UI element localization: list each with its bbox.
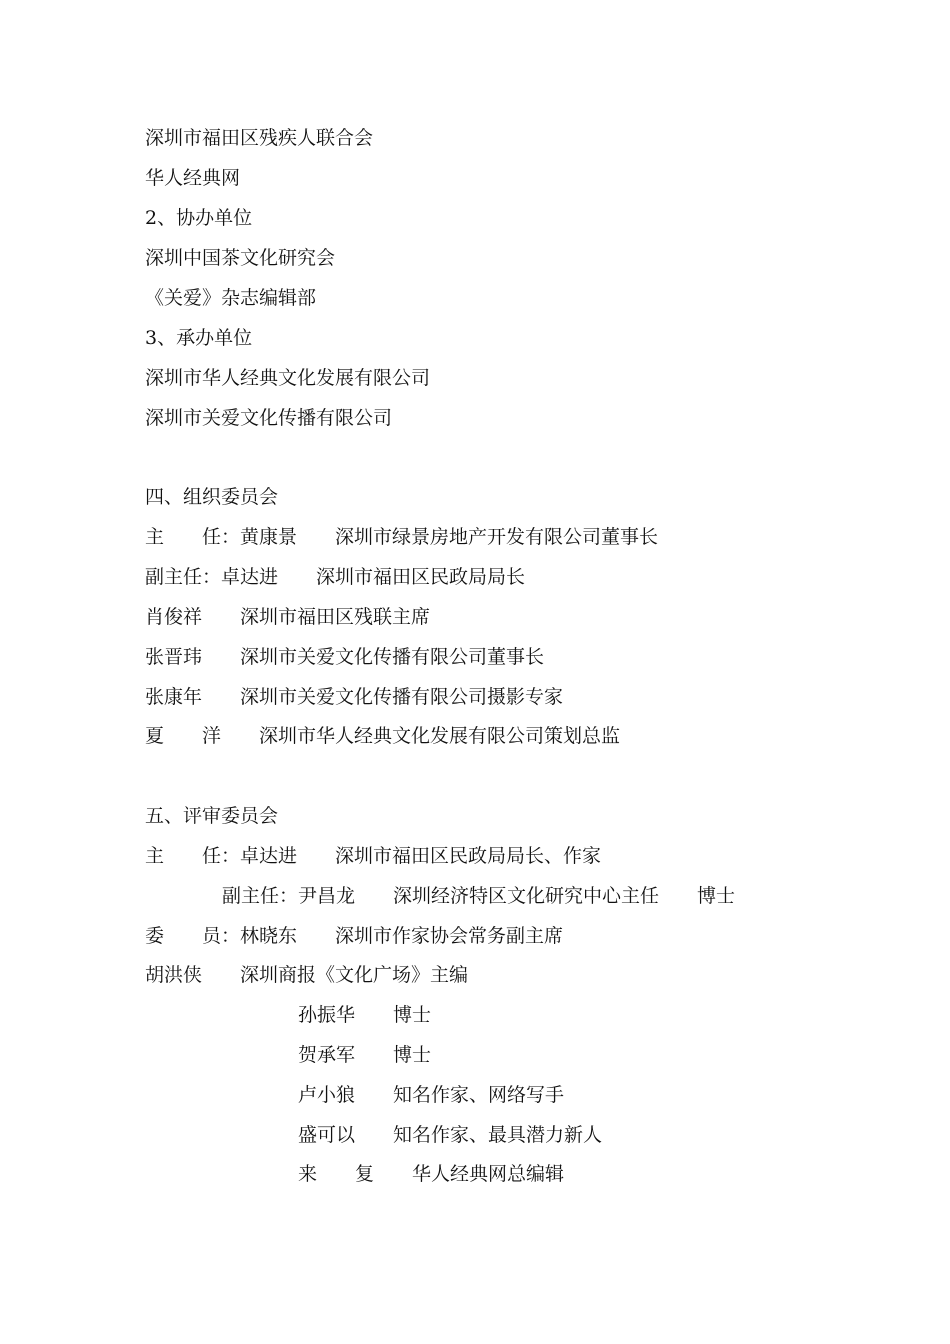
review-committee-chair: 主 任：卓达进 深圳市福田区民政局局长、作家 bbox=[145, 845, 602, 867]
organizing-committee-heading: 四、组织委员会 bbox=[145, 486, 279, 508]
review-committee-member: 孙振华 博士 bbox=[298, 1004, 432, 1026]
organizing-committee-member: 张晋玮 深圳市关爱文化传播有限公司董事长 bbox=[145, 646, 545, 668]
organizing-committee-member: 副主任：卓达进 深圳市福田区民政局局长 bbox=[145, 566, 526, 588]
review-committee-member: 盛可以 知名作家、最具潜力新人 bbox=[298, 1124, 603, 1146]
review-committee-member: 胡洪侠 深圳商报《文化广场》主编 bbox=[145, 964, 469, 986]
organizing-committee-member: 肖俊祥 深圳市福田区残联主席 bbox=[145, 606, 431, 628]
review-committee-heading: 五、评审委员会 bbox=[145, 805, 279, 827]
co-organizer-line: 深圳中国茶文化研究会 bbox=[145, 247, 336, 269]
review-committee-member: 来 复 华人经典网总编辑 bbox=[298, 1163, 565, 1185]
sponsor-line: 深圳市福田区残疾人联合会 bbox=[145, 127, 374, 149]
organizing-committee-member: 夏 洋 深圳市华人经典文化发展有限公司策划总监 bbox=[145, 725, 621, 747]
organizing-committee-member: 主 任：黄康景 深圳市绿景房地产开发有限公司董事长 bbox=[145, 526, 659, 548]
co-organizers-heading: 2、协办单位 bbox=[145, 207, 253, 229]
review-committee-member: 委 员：林晓东 深圳市作家协会常务副主席 bbox=[145, 925, 564, 947]
sponsor-line: 华人经典网 bbox=[145, 167, 241, 189]
undertaker-line: 深圳市华人经典文化发展有限公司 bbox=[145, 367, 431, 389]
undertakers-heading: 3、承办单位 bbox=[145, 327, 253, 349]
organizing-committee-member: 张康年 深圳市关爱文化传播有限公司摄影专家 bbox=[145, 686, 564, 708]
review-committee-vice-chair: 副主任：尹昌龙 深圳经济特区文化研究中心主任 博士 bbox=[222, 885, 736, 907]
review-committee-member: 贺承军 博士 bbox=[298, 1044, 432, 1066]
undertaker-line: 深圳市关爱文化传播有限公司 bbox=[145, 407, 393, 429]
co-organizer-line: 《关爱》杂志编辑部 bbox=[145, 287, 317, 309]
review-committee-member: 卢小狼 知名作家、网络写手 bbox=[298, 1084, 565, 1106]
